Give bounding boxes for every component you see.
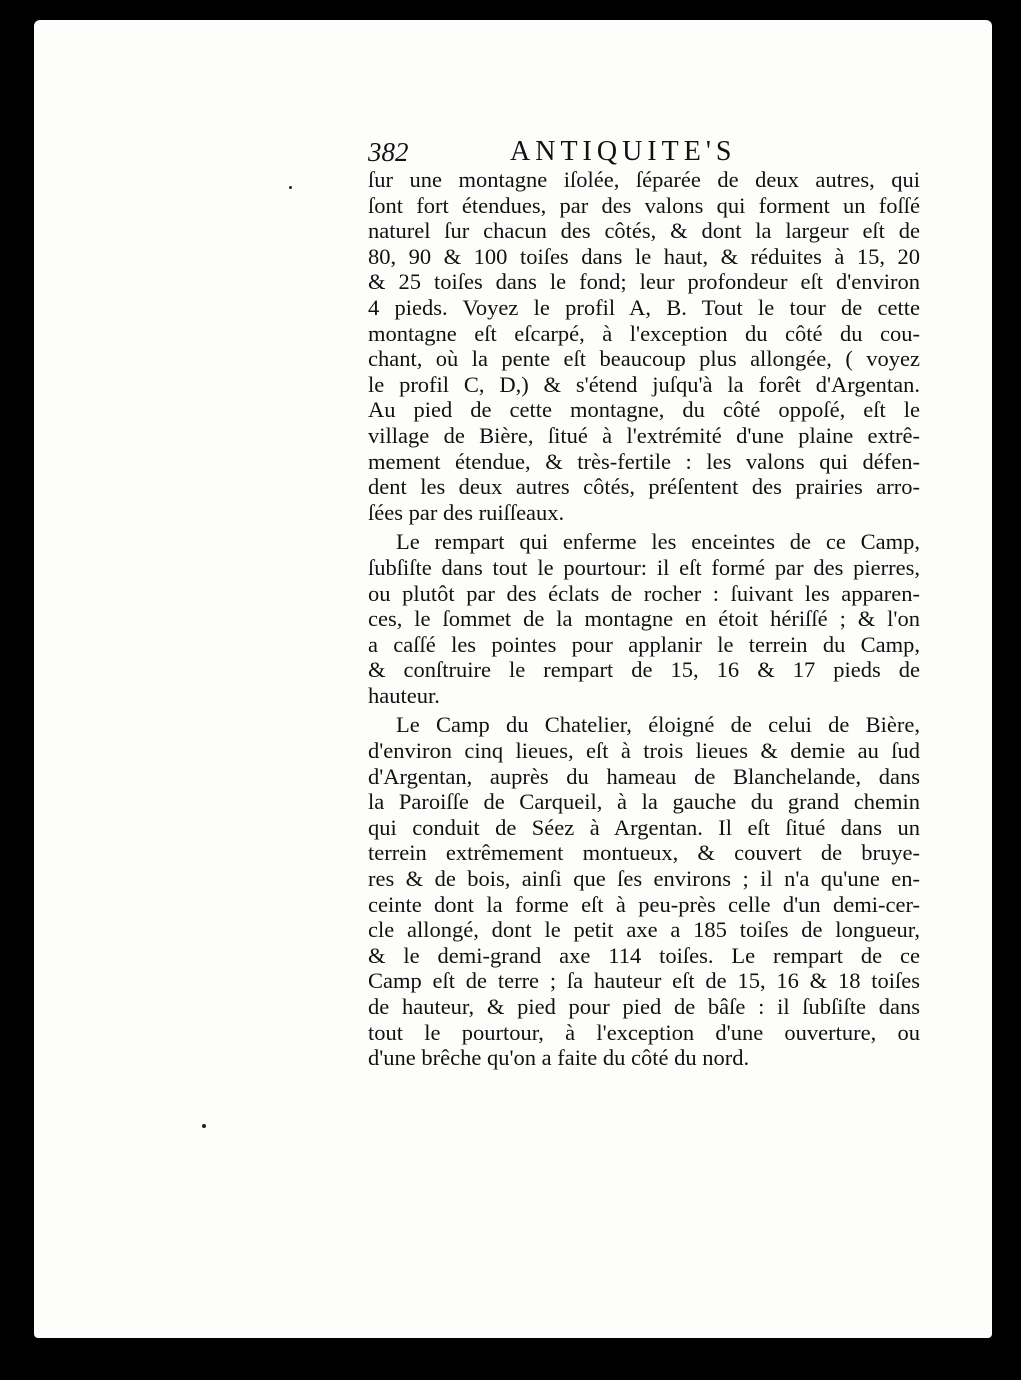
text-line: naturel ſur chacun des côtés, & dont la largeur eſt de	[368, 218, 920, 244]
text-line: ſées par des ruiſſeaux.	[368, 499, 565, 525]
ink-speck	[289, 186, 292, 189]
page-header	[368, 134, 920, 170]
paragraph	[368, 529, 920, 708]
text-line: ceinte dont la forme eſt à peu-près celle d'un demi-cer-	[368, 891, 920, 917]
text-line: & conſtruire le rempart de 15, 16 & 17 pieds de	[368, 657, 920, 683]
text-line: le profil C, D,) & s'étend juſqu'à la forêt d'Argentan.	[368, 371, 920, 397]
text-line: & 25 toiſes dans le fond; leur profondeur eſt d'environ	[368, 269, 920, 295]
text-line: d'environ cinq lieues, eſt à trois lieues & demie au ſud	[368, 738, 920, 764]
text-line: qui conduit de Séez à Argentan. Il eſt ſitué dans un	[368, 814, 920, 840]
text-line: terrein extrêmement montueux, & couvert de bruye-	[368, 840, 920, 866]
text-line: ſur une montagne iſolée, ſéparée de deux autres, qui	[368, 167, 920, 192]
text-line: ces, le ſommet de la montagne en étoit hériſſé ; & l'on	[368, 606, 920, 632]
text-line: ſont fort étendues, par des valons qui forment un foſſé	[368, 192, 920, 218]
text-line: la Paroiſſe de Carqueil, à la gauche du grand chemin	[368, 789, 920, 815]
text-line: d'une brêche qu'on a faite du côté du nord.	[368, 1045, 750, 1071]
text-line: tout le pourtour, à l'exception d'une ouverture, ou	[368, 1019, 920, 1045]
text-line: de hauteur, & pied pour pied de bâſe : il ſubſiſte dans	[368, 994, 920, 1019]
text-line: Au pied de cette montagne, du côté oppoſé, eſt le	[368, 397, 920, 423]
text-line: mement étendue, & très-fertile : les valons qui défen-	[368, 448, 920, 474]
text-line: Le Camp du Chatelier, éloigné de celui de Bière,	[396, 712, 920, 738]
text-line: cle allongé, dont le petit axe a 185 toiſes de longueur,	[368, 917, 920, 943]
text-line: montagne eſt eſcarpé, à l'exception du côté du cou-	[368, 320, 920, 346]
text-line: Le rempart qui enferme les enceintes de ce Camp,	[396, 529, 920, 555]
text-line: dent les deux autres côtés, préſentent des prairies arro-	[368, 474, 920, 500]
paragraph	[368, 167, 920, 525]
text-line: & le demi-grand axe 114 toiſes. Le rempart de ce	[368, 942, 920, 968]
text-line: d'Argentan, auprès du hameau de Blanchelande, dans	[368, 763, 920, 789]
text-line: Camp eſt de terre ; ſa hauteur eſt de 15, 16 & 18 toiſes	[368, 968, 920, 994]
text-line: chant, où la pente eſt beaucoup plus allongée, ( voyez	[368, 346, 920, 372]
text-line: a caſſé les pointes pour applanir le terrein du Camp,	[368, 631, 920, 657]
text-line: 4 pieds. Voyez le profil A, B. Tout le tour de cette	[368, 294, 920, 320]
text-line: ou plutôt par des éclats de rocher : ſuivant les apparen-	[368, 580, 920, 606]
page-number: 382	[368, 137, 409, 167]
text-line: hauteur.	[368, 682, 440, 708]
paragraph	[368, 712, 920, 1070]
text-line: 80, 90 & 100 toiſes dans le haut, & réduites à 15, 20	[368, 243, 920, 269]
text-line: res & de bois, ainſi que ſes environs ; il n'a qu'une en-	[368, 866, 920, 892]
ink-speck	[202, 1124, 206, 1128]
body-text	[368, 167, 920, 1071]
running-title: ANTIQUITE'S	[510, 136, 737, 167]
text-line: village de Bière, ſitué à l'extrémité d'une plaine extrê-	[368, 422, 920, 448]
text-line: ſubſiſte dans tout le pourtour: il eſt formé par des pierres,	[368, 554, 920, 580]
